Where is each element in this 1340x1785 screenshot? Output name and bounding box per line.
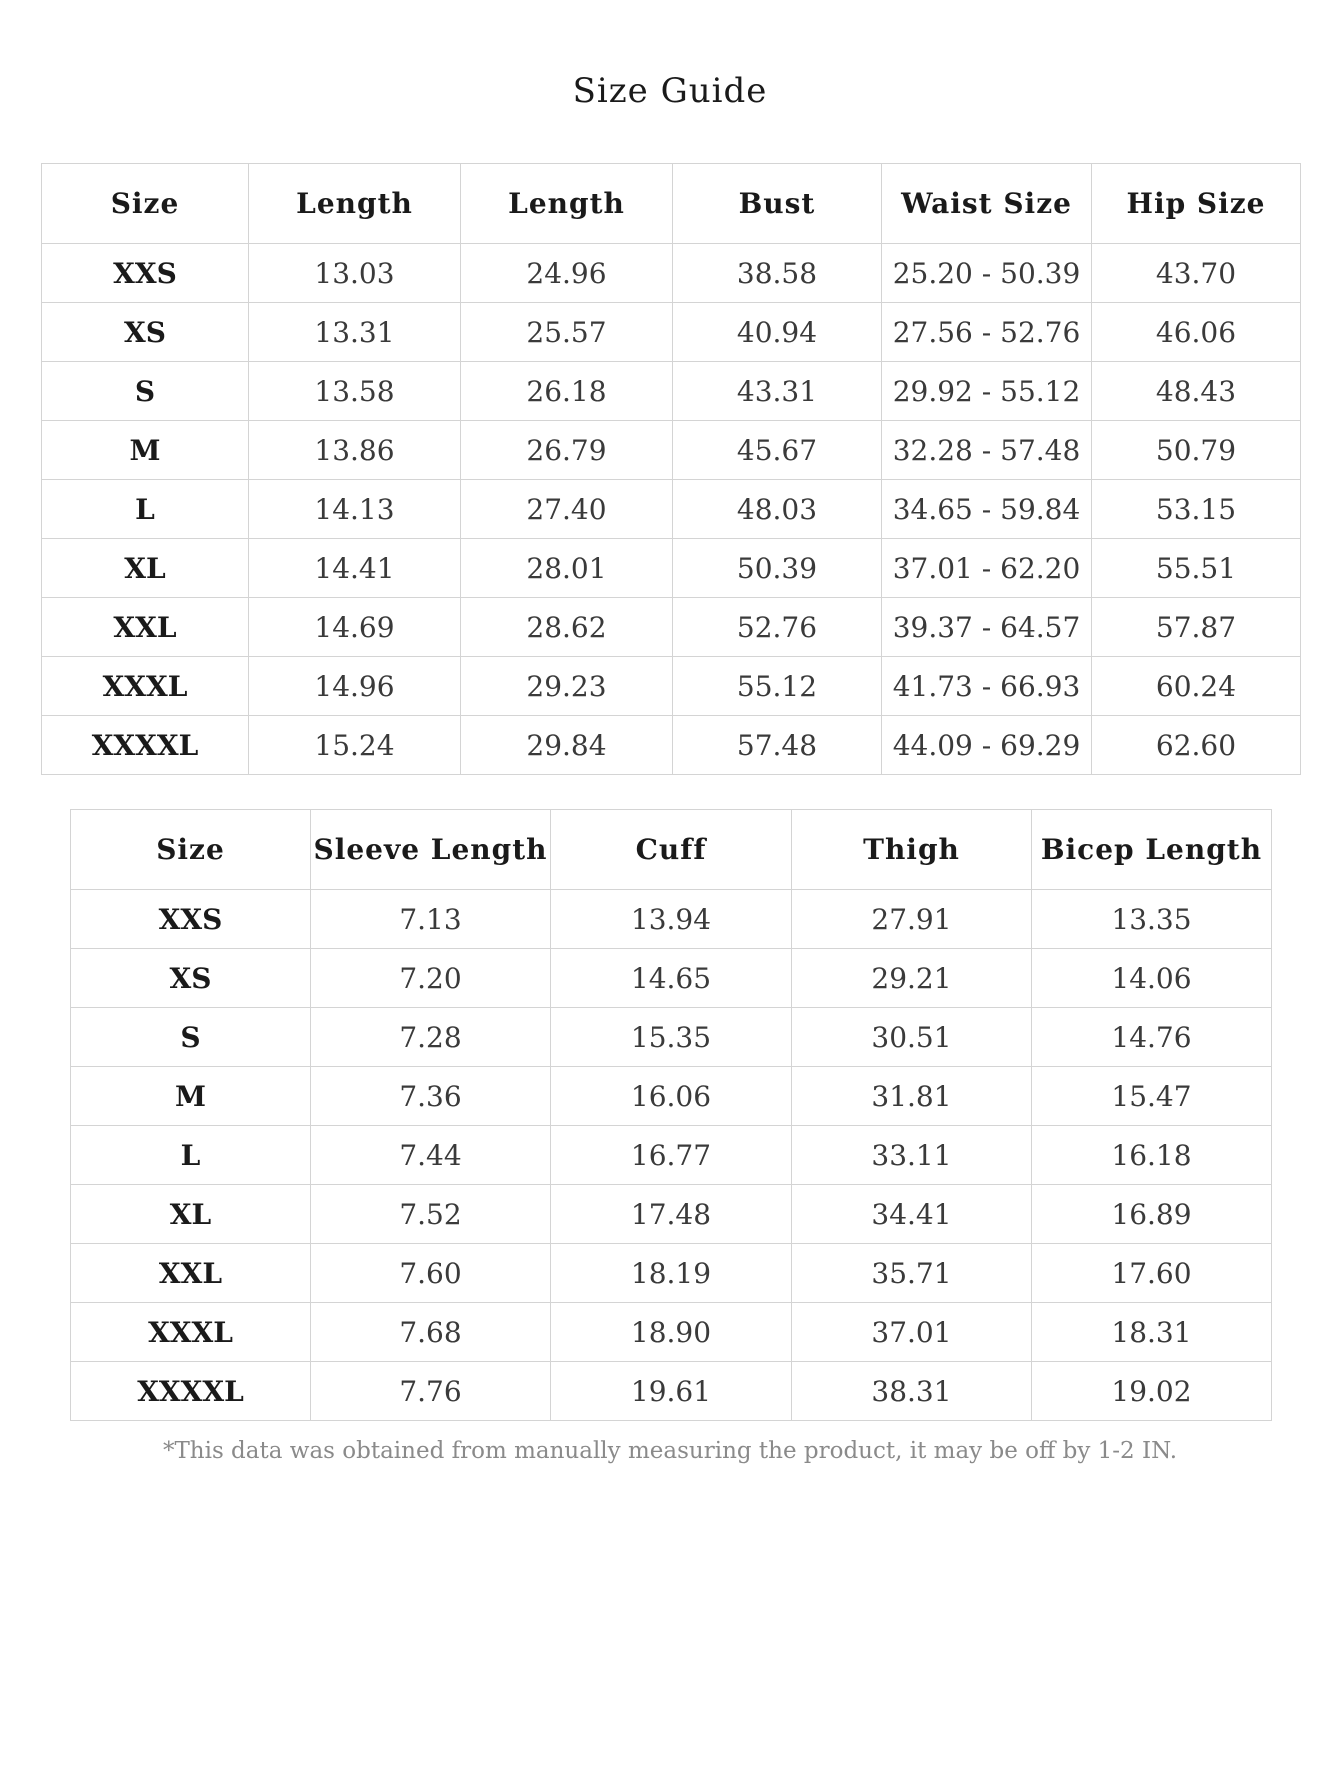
measurement-cell: 48.03 bbox=[673, 480, 882, 539]
measurement-cell: 26.18 bbox=[461, 362, 673, 421]
measurement-cell: 50.79 bbox=[1092, 421, 1301, 480]
size-label-cell: M bbox=[71, 1067, 311, 1126]
measurement-cell: 7.20 bbox=[311, 949, 551, 1008]
table-header bbox=[71, 810, 1272, 890]
measurement-cell: 38.58 bbox=[673, 244, 882, 303]
measurement-cell: 38.31 bbox=[792, 1362, 1032, 1421]
size-label-cell: XXS bbox=[42, 244, 249, 303]
measurement-cell: 27.40 bbox=[461, 480, 673, 539]
measurement-cell: 45.67 bbox=[673, 421, 882, 480]
measurement-cell: 26.79 bbox=[461, 421, 673, 480]
column-header: Size bbox=[42, 164, 249, 244]
measurement-cell: 19.61 bbox=[551, 1362, 792, 1421]
column-header: Length bbox=[249, 164, 461, 244]
size-label-cell: XS bbox=[71, 949, 311, 1008]
measurement-cell: 31.81 bbox=[792, 1067, 1032, 1126]
measurement-cell: 37.01 - 62.20 bbox=[882, 539, 1092, 598]
measurement-cell: 55.12 bbox=[673, 657, 882, 716]
measurement-cell: 14.06 bbox=[1032, 949, 1272, 1008]
measurement-cell: 48.43 bbox=[1092, 362, 1301, 421]
column-header: Size bbox=[71, 810, 311, 890]
measurement-cell: 27.91 bbox=[792, 890, 1032, 949]
measurement-cell: 14.41 bbox=[249, 539, 461, 598]
measurement-cell: 29.23 bbox=[461, 657, 673, 716]
measurement-cell: 46.06 bbox=[1092, 303, 1301, 362]
header-row bbox=[71, 810, 1272, 890]
measurement-cell: 18.31 bbox=[1032, 1303, 1272, 1362]
measurement-cell: 33.11 bbox=[792, 1126, 1032, 1185]
table-row bbox=[42, 657, 1301, 716]
measurement-cell: 52.76 bbox=[673, 598, 882, 657]
column-header: Sleeve Length bbox=[311, 810, 551, 890]
column-header: Bust bbox=[673, 164, 882, 244]
size-label-cell: L bbox=[71, 1126, 311, 1185]
table-row bbox=[42, 303, 1301, 362]
measurement-cell: 28.01 bbox=[461, 539, 673, 598]
table-row bbox=[71, 1126, 1272, 1185]
table-row bbox=[71, 1244, 1272, 1303]
measurement-cell: 7.13 bbox=[311, 890, 551, 949]
table-row bbox=[71, 1008, 1272, 1067]
measurement-cell: 27.56 - 52.76 bbox=[882, 303, 1092, 362]
measurement-cell: 15.35 bbox=[551, 1008, 792, 1067]
measurement-cell: 17.48 bbox=[551, 1185, 792, 1244]
size-label-cell: XXS bbox=[71, 890, 311, 949]
measurement-cell: 7.52 bbox=[311, 1185, 551, 1244]
measurement-cell: 16.89 bbox=[1032, 1185, 1272, 1244]
size-label-cell: L bbox=[42, 480, 249, 539]
measurement-cell: 57.87 bbox=[1092, 598, 1301, 657]
measurement-cell: 55.51 bbox=[1092, 539, 1301, 598]
measurement-disclaimer: *This data was obtained from manually measuring the product, it may be off by 1-2 IN. bbox=[162, 1438, 1178, 1464]
measurement-cell: 16.06 bbox=[551, 1067, 792, 1126]
measurement-cell: 18.90 bbox=[551, 1303, 792, 1362]
table-row bbox=[42, 244, 1301, 303]
size-label-cell: XXXL bbox=[42, 657, 249, 716]
measurement-cell: 40.94 bbox=[673, 303, 882, 362]
table-row bbox=[71, 1362, 1272, 1421]
measurement-cell: 13.94 bbox=[551, 890, 792, 949]
measurement-cell: 53.15 bbox=[1092, 480, 1301, 539]
measurement-cell: 14.65 bbox=[551, 949, 792, 1008]
measurement-cell: 39.37 - 64.57 bbox=[882, 598, 1092, 657]
measurement-cell: 7.44 bbox=[311, 1126, 551, 1185]
size-label-cell: S bbox=[42, 362, 249, 421]
column-header: Length bbox=[461, 164, 673, 244]
column-header: Cuff bbox=[551, 810, 792, 890]
table-row bbox=[71, 1185, 1272, 1244]
measurement-cell: 35.71 bbox=[792, 1244, 1032, 1303]
measurement-cell: 13.58 bbox=[249, 362, 461, 421]
measurement-cell: 34.41 bbox=[792, 1185, 1032, 1244]
measurement-cell: 15.24 bbox=[249, 716, 461, 775]
measurement-cell: 62.60 bbox=[1092, 716, 1301, 775]
measurement-cell: 18.19 bbox=[551, 1244, 792, 1303]
measurement-cell: 41.73 - 66.93 bbox=[882, 657, 1092, 716]
measurement-cell: 50.39 bbox=[673, 539, 882, 598]
measurement-cell: 32.28 - 57.48 bbox=[882, 421, 1092, 480]
measurement-cell: 60.24 bbox=[1092, 657, 1301, 716]
size-label-cell: S bbox=[71, 1008, 311, 1067]
measurement-cell: 43.70 bbox=[1092, 244, 1301, 303]
table-body bbox=[42, 244, 1301, 775]
measurement-cell: 17.60 bbox=[1032, 1244, 1272, 1303]
table-row bbox=[71, 949, 1272, 1008]
measurement-cell: 7.68 bbox=[311, 1303, 551, 1362]
table-row bbox=[42, 480, 1301, 539]
measurement-cell: 13.35 bbox=[1032, 890, 1272, 949]
measurement-cell: 44.09 - 69.29 bbox=[882, 716, 1092, 775]
table-row bbox=[71, 1067, 1272, 1126]
measurement-cell: 25.20 - 50.39 bbox=[882, 244, 1092, 303]
measurement-cell: 7.76 bbox=[311, 1362, 551, 1421]
table-row bbox=[71, 890, 1272, 949]
measurement-cell: 7.36 bbox=[311, 1067, 551, 1126]
measurement-cell: 30.51 bbox=[792, 1008, 1032, 1067]
table-body bbox=[71, 890, 1272, 1421]
measurement-cell: 14.13 bbox=[249, 480, 461, 539]
size-table-body-measurements bbox=[41, 163, 1301, 775]
page-title: Size Guide bbox=[572, 71, 768, 111]
measurement-cell: 14.96 bbox=[249, 657, 461, 716]
table-row bbox=[71, 1303, 1272, 1362]
column-header: Bicep Length bbox=[1032, 810, 1272, 890]
measurement-cell: 13.86 bbox=[249, 421, 461, 480]
measurement-cell: 29.84 bbox=[461, 716, 673, 775]
table-row bbox=[42, 421, 1301, 480]
measurement-cell: 29.92 - 55.12 bbox=[882, 362, 1092, 421]
table-row bbox=[42, 598, 1301, 657]
measurement-cell: 16.18 bbox=[1032, 1126, 1272, 1185]
size-label-cell: XS bbox=[42, 303, 249, 362]
measurement-cell: 7.60 bbox=[311, 1244, 551, 1303]
measurement-cell: 57.48 bbox=[673, 716, 882, 775]
measurement-cell: 13.31 bbox=[249, 303, 461, 362]
size-table-limb-measurements bbox=[70, 809, 1272, 1421]
measurement-cell: 14.76 bbox=[1032, 1008, 1272, 1067]
measurement-cell: 29.21 bbox=[792, 949, 1032, 1008]
measurement-cell: 43.31 bbox=[673, 362, 882, 421]
column-header: Waist Size bbox=[882, 164, 1092, 244]
measurement-cell: 28.62 bbox=[461, 598, 673, 657]
measurement-cell: 24.96 bbox=[461, 244, 673, 303]
measurement-cell: 37.01 bbox=[792, 1303, 1032, 1362]
size-label-cell: M bbox=[42, 421, 249, 480]
size-label-cell: XXXL bbox=[71, 1303, 311, 1362]
measurement-cell: 7.28 bbox=[311, 1008, 551, 1067]
measurement-cell: 25.57 bbox=[461, 303, 673, 362]
measurement-cell: 13.03 bbox=[249, 244, 461, 303]
table-header bbox=[42, 164, 1301, 244]
measurement-cell: 14.69 bbox=[249, 598, 461, 657]
size-label-cell: XXL bbox=[71, 1244, 311, 1303]
table-row bbox=[42, 539, 1301, 598]
table-row bbox=[42, 362, 1301, 421]
size-label-cell: XXL bbox=[42, 598, 249, 657]
measurement-cell: 34.65 - 59.84 bbox=[882, 480, 1092, 539]
measurement-cell: 19.02 bbox=[1032, 1362, 1272, 1421]
measurement-cell: 15.47 bbox=[1032, 1067, 1272, 1126]
column-header: Hip Size bbox=[1092, 164, 1301, 244]
table-row bbox=[42, 716, 1301, 775]
header-row bbox=[42, 164, 1301, 244]
size-label-cell: XXXXL bbox=[71, 1362, 311, 1421]
size-label-cell: XL bbox=[42, 539, 249, 598]
size-label-cell: XXXXL bbox=[42, 716, 249, 775]
column-header: Thigh bbox=[792, 810, 1032, 890]
size-label-cell: XL bbox=[71, 1185, 311, 1244]
measurement-cell: 16.77 bbox=[551, 1126, 792, 1185]
